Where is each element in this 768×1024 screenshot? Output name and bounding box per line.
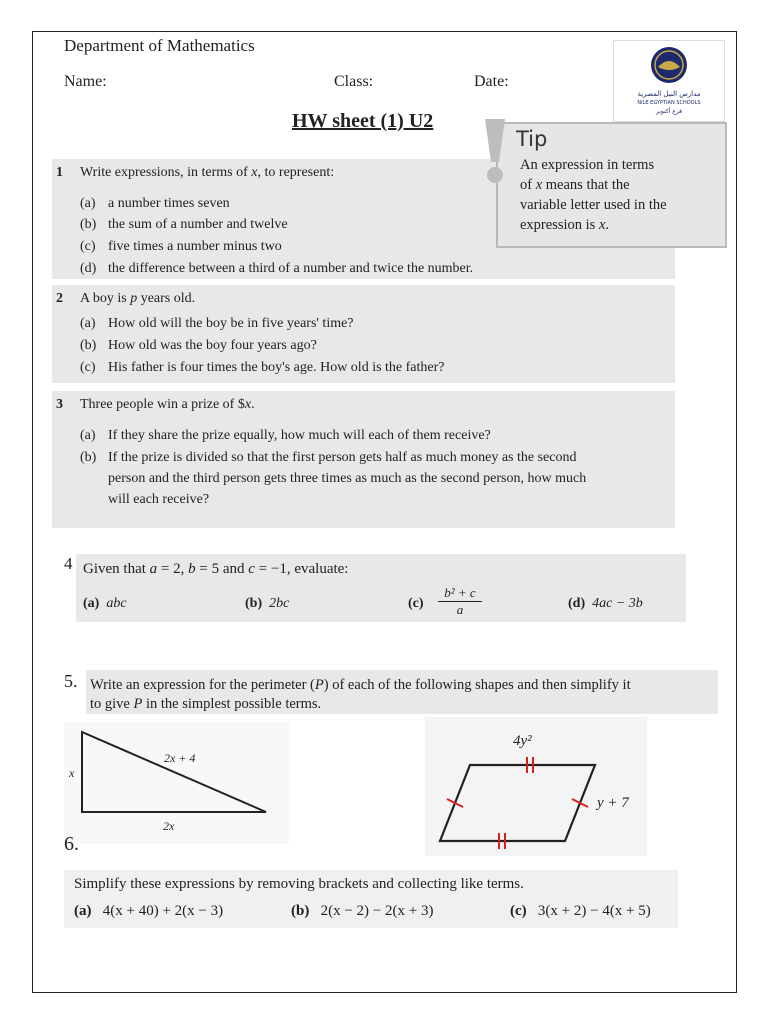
logo-text-arabic-branch: فرع أكتوبر bbox=[655, 108, 683, 115]
question-4-part-c-label: (c) bbox=[408, 596, 424, 611]
question-2-number: 2 bbox=[56, 291, 63, 306]
question-6-part-a: (a) 4(x + 40) + 2(x − 3) bbox=[74, 903, 224, 919]
logo-text-arabic: مدارس النيل المصرية bbox=[637, 90, 701, 98]
question-3-part-b-line-2: person and the third person gets three times as much as the second person, how much bbox=[108, 471, 587, 486]
question-3-part-b-line-1: (b) If the prize is divided so that the first person gets half as much money as the second bbox=[80, 450, 577, 465]
question-6-number: 6. bbox=[64, 833, 79, 855]
question-3-part-b-line-3: will each receive? bbox=[108, 492, 210, 507]
question-1-number: 1 bbox=[56, 165, 63, 180]
question-5-number: 5. bbox=[64, 671, 78, 691]
tip-line-3: variable letter used in the bbox=[520, 197, 667, 213]
triangle-side-label: x bbox=[69, 766, 75, 780]
question-1-part-c: (c) five times a number minus two bbox=[80, 239, 282, 254]
question-6-part-b: (b) 2(x − 2) − 2(x + 3) bbox=[291, 903, 434, 919]
question-3-prompt: Three people win a prize of $x. bbox=[80, 397, 255, 412]
triangle-figure bbox=[64, 722, 289, 844]
question-5-prompt-line-2: to give P in the simplest possible terms. bbox=[90, 696, 322, 712]
question-4-part-c-fraction: b² + c a bbox=[438, 585, 482, 618]
class-label: Class: bbox=[334, 73, 374, 90]
question-6-part-c: (c) 3(x + 2) − 4(x + 5) bbox=[510, 903, 651, 919]
question-2-part-c: (c) His father is four times the boy's age. How old is the father? bbox=[80, 360, 445, 375]
triangle-hypotenuse-label: 2x + 4 bbox=[164, 751, 196, 765]
name-label: Name: bbox=[64, 73, 107, 90]
exclamation-icon bbox=[480, 117, 510, 187]
question-4-number: 4 bbox=[64, 554, 73, 573]
sheet-title: HW sheet (1) U2 bbox=[292, 110, 434, 132]
question-1-part-d: (d) the difference between a third of a number and twice the number. bbox=[80, 261, 474, 276]
logo-emblem-icon bbox=[614, 41, 724, 91]
date-label: Date: bbox=[474, 73, 509, 90]
parallelogram-top-label: 4y² bbox=[513, 733, 532, 749]
question-6-prompt: Simplify these expressions by removing brackets and collecting like terms. bbox=[74, 876, 524, 892]
question-1-part-b: (b) the sum of a number and twelve bbox=[80, 217, 288, 232]
school-logo bbox=[613, 40, 725, 122]
tip-line-1: An expression in terms bbox=[520, 157, 655, 173]
parallelogram-figure bbox=[425, 717, 647, 856]
triangle-base-label: 2x bbox=[163, 819, 175, 833]
question-5-prompt-line-1: Write an expression for the perimeter (P) of each of the following shapes and then simplify it bbox=[90, 677, 631, 693]
question-1-part-a: (a) a number times seven bbox=[80, 196, 230, 211]
question-4-part-a: (a) abc bbox=[83, 596, 127, 611]
department-title: Department of Mathematics bbox=[64, 36, 255, 55]
logo-text-english: NILE EGYPTIAN SCHOOLS bbox=[637, 100, 701, 106]
tip-line-4: expression is x. bbox=[520, 217, 609, 233]
question-3-part-a: (a) If they share the prize equally, how much will each of them receive? bbox=[80, 428, 491, 443]
parallelogram-side-label: y + 7 bbox=[597, 795, 629, 811]
right-triangle-shape bbox=[64, 722, 289, 844]
question-1-prompt: Write expressions, in terms of x, to represent: bbox=[80, 165, 335, 180]
question-2-prompt: A boy is p years old. bbox=[80, 291, 196, 306]
question-3-number: 3 bbox=[56, 397, 63, 412]
question-4-prompt: Given that a = 2, b = 5 and c = −1, evaluate: bbox=[83, 561, 349, 577]
tip-line-2: of x means that the bbox=[520, 177, 630, 193]
question-4-part-d: (d) 4ac − 3b bbox=[568, 596, 643, 611]
parallelogram-shape bbox=[425, 717, 647, 856]
question-4-part-b: (b) 2bc bbox=[245, 596, 290, 611]
question-2-part-a: (a) How old will the boy be in five years' time? bbox=[80, 316, 354, 331]
question-2-part-b: (b) How old was the boy four years ago? bbox=[80, 338, 317, 353]
tip-title: Tip bbox=[516, 127, 548, 151]
